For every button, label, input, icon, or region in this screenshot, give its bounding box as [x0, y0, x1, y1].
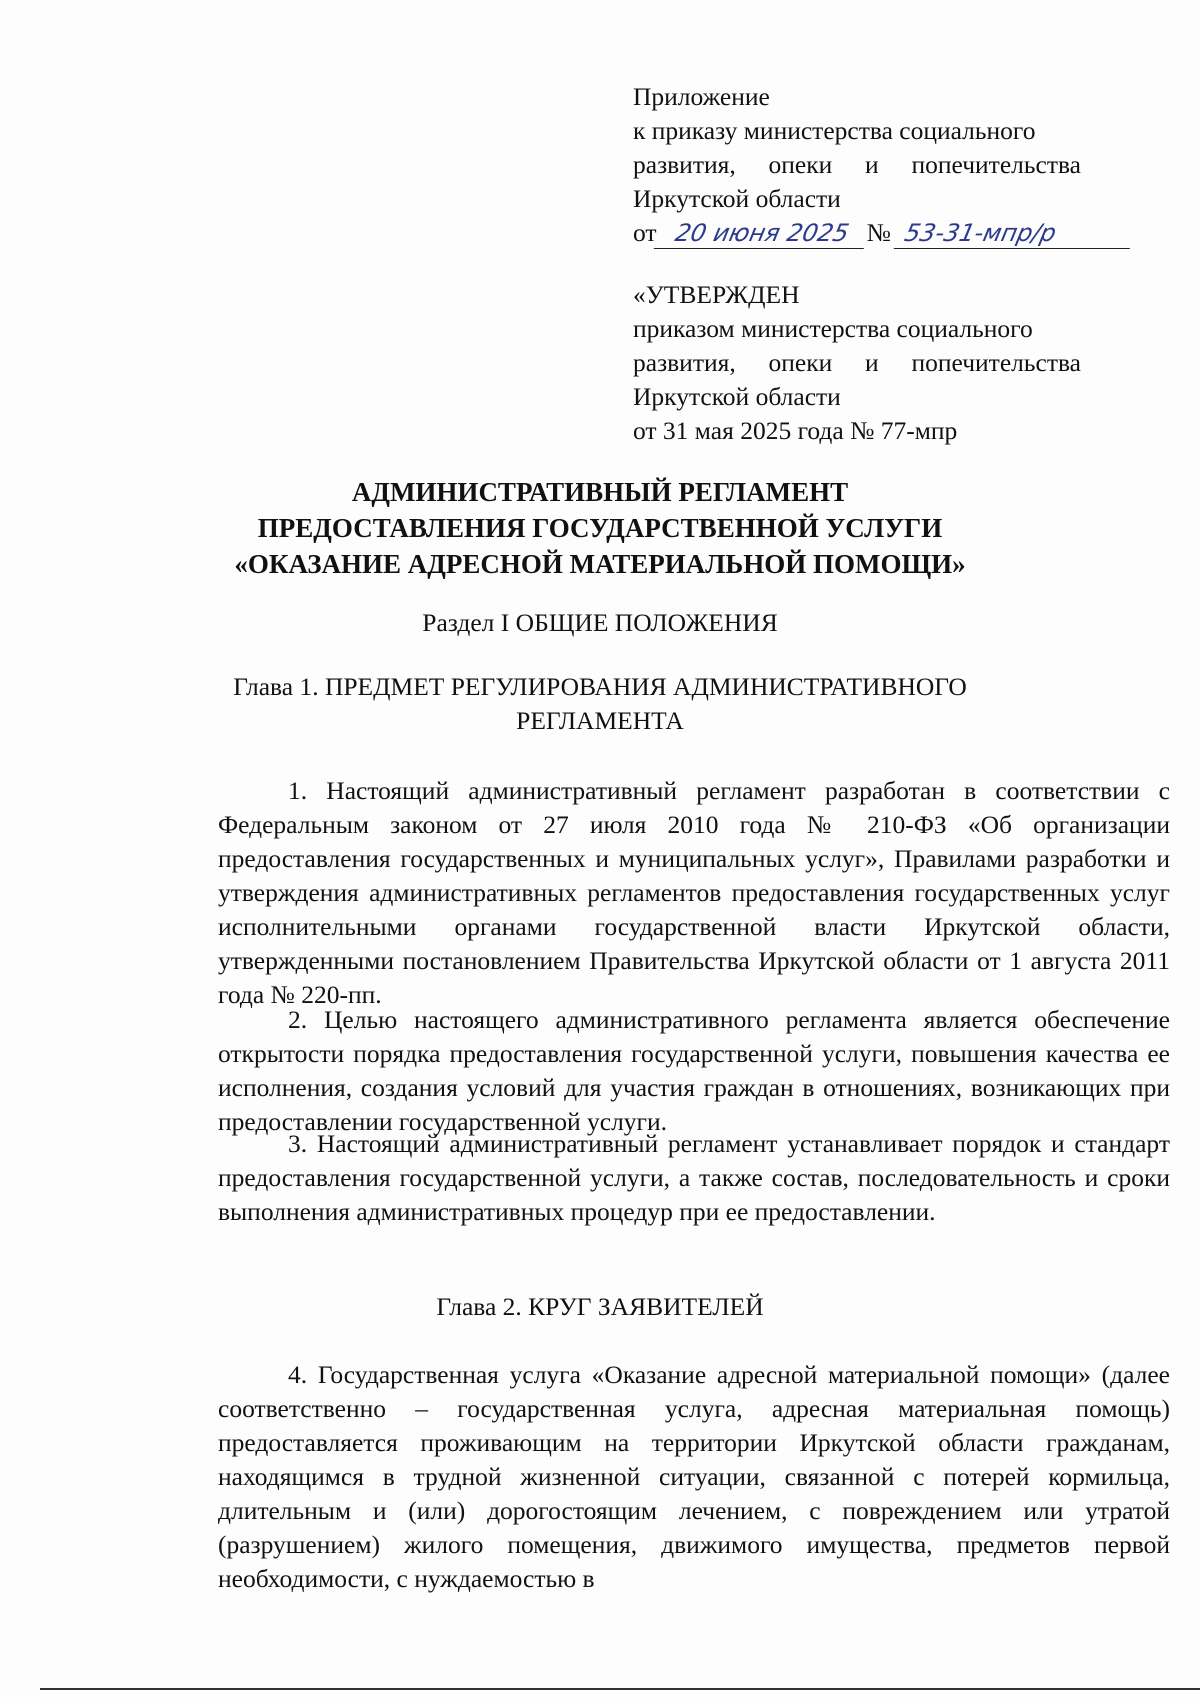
paragraph-1: 1. Настоящий административный регламент разработан в соответствии с Федеральным законом от 27 июля 2010 года № 210-ФЗ «Об организации предоставления государственных и муниципальных услуг», Правилами разработки и утверждения административных регламентов предоставления государственных услуг исполнительными органами государственной власти Иркутской области, утвержденными постановлением Правительства Иркутской области от 1 августа 2011 года № 220-пп.	[218, 776, 1170, 1009]
appendix-heading: Приложение	[633, 82, 770, 111]
approved-date-line: от 31 мая 2025 года № 77-мпр	[633, 416, 958, 445]
paragraph-2: 2. Целью настоящего административного регламента является обеспечение открытости порядка предоставления государственной услуги, повышения качества ее исполнения, создания условий для участия граждан в отношениях, возникающих при предоставлении государственной услуги.	[218, 1005, 1170, 1136]
handwritten-number: 53-31-мпр/р	[894, 218, 1137, 249]
appendix-ministry-line: развития, опеки и попечительства	[633, 150, 1081, 179]
chapter-1-heading	[150, 670, 1050, 738]
approved-ministry-line: развития, опеки и попечительства	[633, 348, 1081, 377]
paragraph-3: 3. Настоящий административный регламент устанавливает порядок и стандарт предоставления государственной услуги, а также состав, последовательность и сроки выполнения административных процедур при ее предоставлении.	[218, 1129, 1170, 1226]
approved-order-line: приказом министерства социального	[633, 314, 1033, 343]
chapter-1-line-2: РЕГЛАМЕНТА	[516, 706, 684, 735]
document-title	[150, 474, 1050, 582]
section-1-heading: Раздел I ОБЩИЕ ПОЛОЖЕНИЯ	[422, 608, 778, 637]
from-label: от	[633, 218, 657, 247]
paragraph-4: 4. Государственная услуга «Оказание адресной материальной помощи» (далее соответственно – государственная услуга, адресная материальная помощь) предоставляется проживающим на территории Иркутской области гражданам, находящимся в трудной жизненной ситуации, связанной с потерей кормильца, длительным и (или) дорогостоящим лечением, с повреждением или утратой (разрушением) жилого помещения, движимого имущества, предметов первой необходимости, с нуждаемостью в	[218, 1360, 1170, 1593]
handwritten-date: 20 июня 2025	[653, 218, 870, 249]
approved-block	[633, 278, 1093, 448]
appendix-region-line: Иркутской области	[633, 184, 841, 213]
title-line-2: ПРЕДОСТАВЛЕНИЯ ГОСУДАРСТВЕННОЙ УСЛУГИ	[257, 513, 943, 543]
number-label: №	[866, 218, 891, 247]
appendix-block	[633, 80, 1093, 250]
appendix-date-number-line	[633, 216, 1093, 250]
approved-heading: «УТВЕРЖДЕН	[633, 280, 800, 309]
chapter-1-line-1: Глава 1. ПРЕДМЕТ РЕГУЛИРОВАНИЯ АДМИНИСТРАТИВНОГО	[233, 672, 967, 701]
appendix-order-line: к приказу министерства социального	[633, 116, 1036, 145]
title-line-1: АДМИНИСТРАТИВНЫЙ РЕГЛАМЕНТ	[351, 477, 849, 507]
title-line-3: «ОКАЗАНИЕ АДРЕСНОЙ МАТЕРИАЛЬНОЙ ПОМОЩИ»	[234, 549, 966, 579]
approved-region-line: Иркутской области	[633, 382, 841, 411]
chapter-2-heading: Глава 2. КРУГ ЗАЯВИТЕЛЕЙ	[436, 1292, 764, 1321]
scan-edge-line	[40, 1688, 1200, 1690]
